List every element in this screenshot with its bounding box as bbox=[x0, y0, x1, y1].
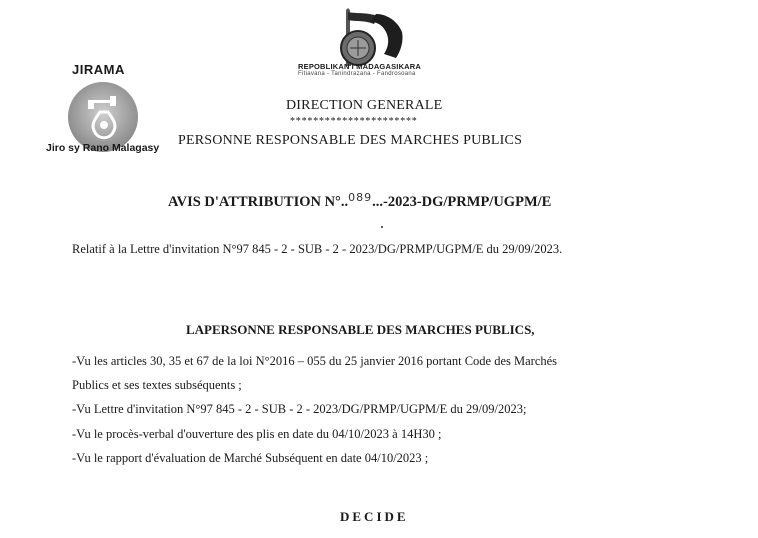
direction-title: DIRECTION GENERALE bbox=[286, 98, 443, 113]
vu-rapport-evaluation: -Vu le rapport d'évaluation de Marché Subséquent en date 04/10/2023 ; bbox=[72, 451, 429, 465]
vu-articles-line: -Vu les articles 30, 35 et 67 de la loi N°2016 – 055 du 25 janvier 2016 portant Code des Marchés bbox=[72, 354, 558, 368]
vu-proces-verbal: -Vu le procès-verbal d'ouverture des plis en date du 04/10/2023 à 14H30 ; bbox=[72, 427, 442, 441]
avis-title bbox=[168, 191, 552, 211]
relatif-line: Relatif à la Lettre d'invitation N°97 845 - 2 - SUB - 2 - 2023/DG/PRMP/UGPM/E du 29/09/2023. bbox=[72, 242, 563, 256]
decider-heading: LAPERSONNE RESPONSABLE DES MARCHES PUBLICS, bbox=[186, 322, 535, 337]
republic-emblem bbox=[328, 8, 412, 68]
stars-separator: ********************** bbox=[290, 116, 418, 127]
jirama-slogan: Jiro sy Rano Malagasy bbox=[46, 142, 160, 154]
republic-motto: Fitiavana - Tanindrazana - Fandrosoana bbox=[298, 71, 416, 77]
stray-mark bbox=[381, 226, 383, 228]
prmp-title: PERSONNE RESPONSABLE DES MARCHES PUBLICS bbox=[178, 133, 523, 148]
vu-lettre-invitation: -Vu Lettre d'invitation N°97 845 - 2 - SUB - 2 - 2023/DG/PRMP/UGPM/E du 29/09/2023; bbox=[72, 402, 527, 416]
vu-articles-continuation: Publics et ses textes subséquents ; bbox=[72, 378, 242, 392]
avis-prefix: AVIS D'ATTRIBUTION N°.. bbox=[168, 194, 349, 210]
avis-suffix: ...-2023-DG/PRMP/UGPM/E bbox=[372, 194, 552, 210]
republic-name: REPOBLIKAN'I MADAGASIKARA bbox=[298, 62, 422, 71]
decide-heading: DECIDE bbox=[340, 509, 409, 524]
jirama-name: JIRAMA bbox=[72, 62, 125, 77]
avis-handwritten-number: 089 bbox=[348, 191, 373, 204]
